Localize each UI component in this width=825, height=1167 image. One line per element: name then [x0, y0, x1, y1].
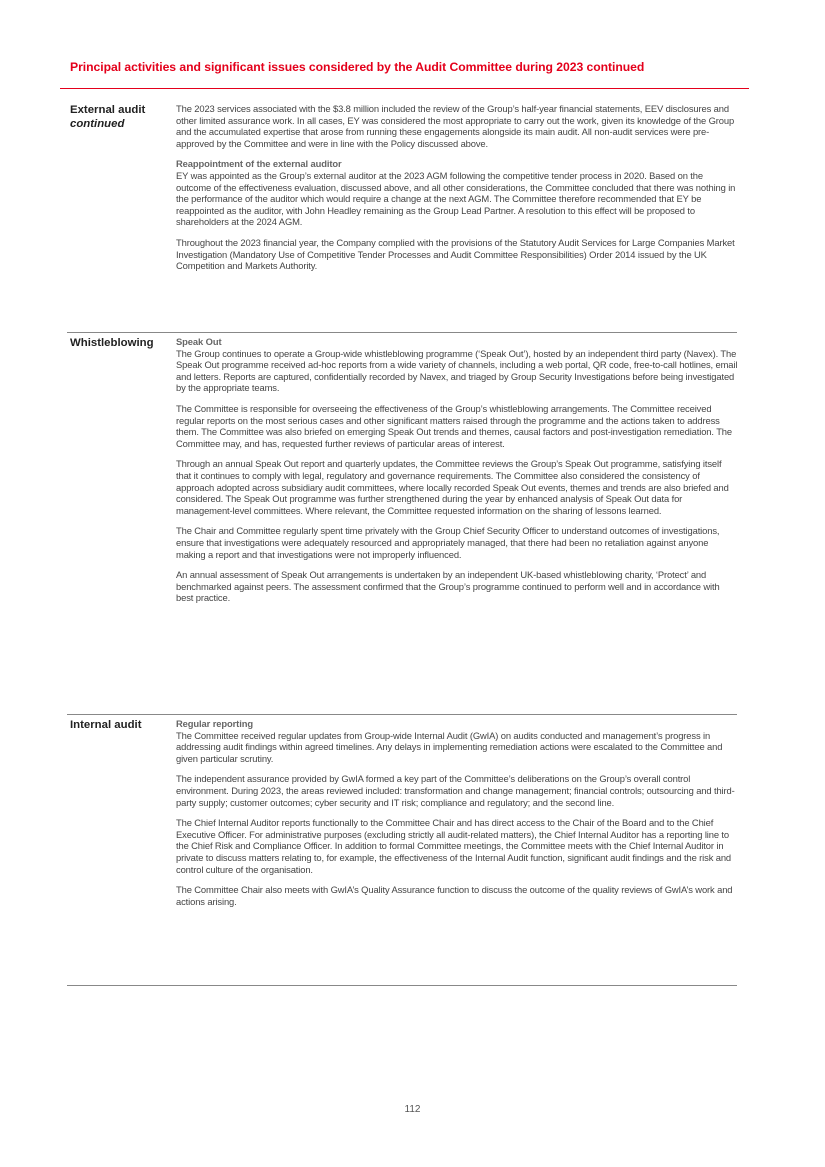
- section-label-text: Whistleblowing: [70, 337, 154, 349]
- section-divider: [67, 714, 737, 715]
- section-divider: [67, 985, 737, 986]
- paragraph: EY was appointed as the Group’s external auditor at the 2023 AGM following the competitive tender process in 2020. Based on the outcome of the effectiveness evaluation, discussed above, and all other considerations, the Committee concluded that there was nothing in the performance of the auditor which would require a change at the next AGM. The Committee therefore recommended that EY be reappointed as the auditor, with John Headley remaining as the Group Lead Partner. A resolution to this effect will be proposed to shareholders at the 2024 AGM.: [176, 169, 736, 228]
- paragraph: The 2023 services associated with the $3.8 million included the review of the Group’s half-year financial statements, EEV disclosures and other limited assurance work. In all cases, EY was considered the most appropriate to carry out the work, given its knowledge of the Group and the accumulated expertise that arose from running these engagements alongside its main audit. All non-audit services were pre-approved by the Committee and were in line with the Policy discussed above.: [176, 103, 735, 149]
- section-body-internal-audit: [176, 718, 738, 916]
- subheading: Reappointment of the external auditor: [176, 158, 342, 170]
- page-title: Principal activities and significant issues considered by the Audit Committee during 2023 continued: [70, 60, 645, 74]
- paragraph: The Committee Chair also meets with GwIA’s Quality Assurance function to discuss the outcome of the quality reviews of GwIA’s work and actions arising.: [176, 884, 733, 907]
- page-number: 112: [404, 1104, 421, 1115]
- section-label-whistleblowing: [70, 336, 170, 350]
- paragraph: Through an annual Speak Out report and quarterly updates, the Committee reviews the Group’s Speak Out programme, satisfying itself that it continues to comply with legal, regulatory and governance requirements. The Committee also considered the consistency of approach adopted across subsidiary audit committees, where locally recorded Speak Out events, themes and trends are also briefed and considered. The Speak Out programme was further strengthened during the year by enhanced analysis of Speak Out data for management-level committees. Where relevant, the Committee requested information on the sharing of lessons learned.: [176, 458, 729, 516]
- section-divider: [67, 332, 737, 333]
- paragraph: An annual assessment of Speak Out arrangements is undertaken by an independent UK-based whistleblowing charity, ‘Protect’ and benchmarked against peers. The assessment confirmed that the Group’s programme continued to perform well and in accordance with best practice.: [176, 569, 720, 604]
- section-body-external-audit: [176, 103, 738, 281]
- paragraph: The Committee received regular updates from Group-wide Internal Audit (GwIA) on audits conducted and management’s progress in addressing audit findings within agreed timelines. Any delays in implementing remediation actions were escalated to the Committee and given particular scrutiny.: [176, 729, 723, 764]
- paragraph: The Group continues to operate a Group-wide whistleblowing programme (‘Speak Out’), hosted by an independent third party (Navex). The Speak Out programme received ad-hoc reports from a wide variety of channels, including a web portal, QR code, free-to-call hotlines, email and letters. Reports are captured, confidentially recorded by Navex, and triaged by Group Security Investigations before being investigated by the appropriate teams.: [176, 347, 738, 394]
- section-body-whistleblowing: [176, 336, 738, 613]
- paragraph: The Chair and Committee regularly spent time privately with the Group Chief Security Officer to understand outcomes of investigations, ensure that investigations were adequately resourced and appropriately managed, that there had been no retaliation against anyone making a report and that investigations were not improperly influenced.: [176, 525, 720, 560]
- section-label-internal-audit: [70, 718, 170, 732]
- title-divider: [60, 88, 749, 89]
- section-label-continued: continued: [70, 118, 125, 130]
- paragraph: The Committee is responsible for overseeing the effectiveness of the Group’s whistleblowing arrangements. The Committee received regular reports on the most serious cases and other significant matters raised through the programme and the actions taken to address them. The Committee was also briefed on emerging Speak Out trends and themes, causal factors and post-investigation remediation. The Committee may, and has, requested further reviews of particular areas of interest.: [176, 402, 732, 449]
- section-label-text: Internal audit: [70, 719, 142, 731]
- paragraph: The independent assurance provided by GwIA formed a key part of the Committee’s deliberations on the Group’s overall control environment. During 2023, the areas reviewed included: transformation and change management; financial controls; outsourcing and third-party supply; customer outcomes; cyber security and IT risk; compliance and regulatory; and the second line.: [176, 773, 735, 808]
- section-label-external-audit: [70, 103, 170, 131]
- paragraph: Throughout the 2023 financial year, the Company complied with the provisions of the Statutory Audit Services for Large Companies Market Investigation (Mandatory Use of Competitive Tender Processes and Audit Committee Responsibilities) Order 2014 issued by the UK Competition and Markets Authority.: [176, 236, 735, 272]
- paragraph: The Chief Internal Auditor reports functionally to the Committee Chair and has direct access to the Chair of the Board and to the Chief Executive Officer. For administrative purposes (excluding strictly all audit-related matters), the Chief Internal Auditor has a reporting line to the Chief Risk and Compliance Officer. In addition to formal Committee meetings, the Committee meets with the Chief Internal Auditor in private to discuss matters relating to, for example, the effectiveness of the Internal Audit function, significant audit findings and the risk and control culture of the organisation.: [176, 817, 732, 875]
- subheading: Regular reporting: [176, 718, 253, 729]
- subheading: Speak Out: [176, 336, 222, 347]
- section-label-text: External audit: [70, 104, 146, 116]
